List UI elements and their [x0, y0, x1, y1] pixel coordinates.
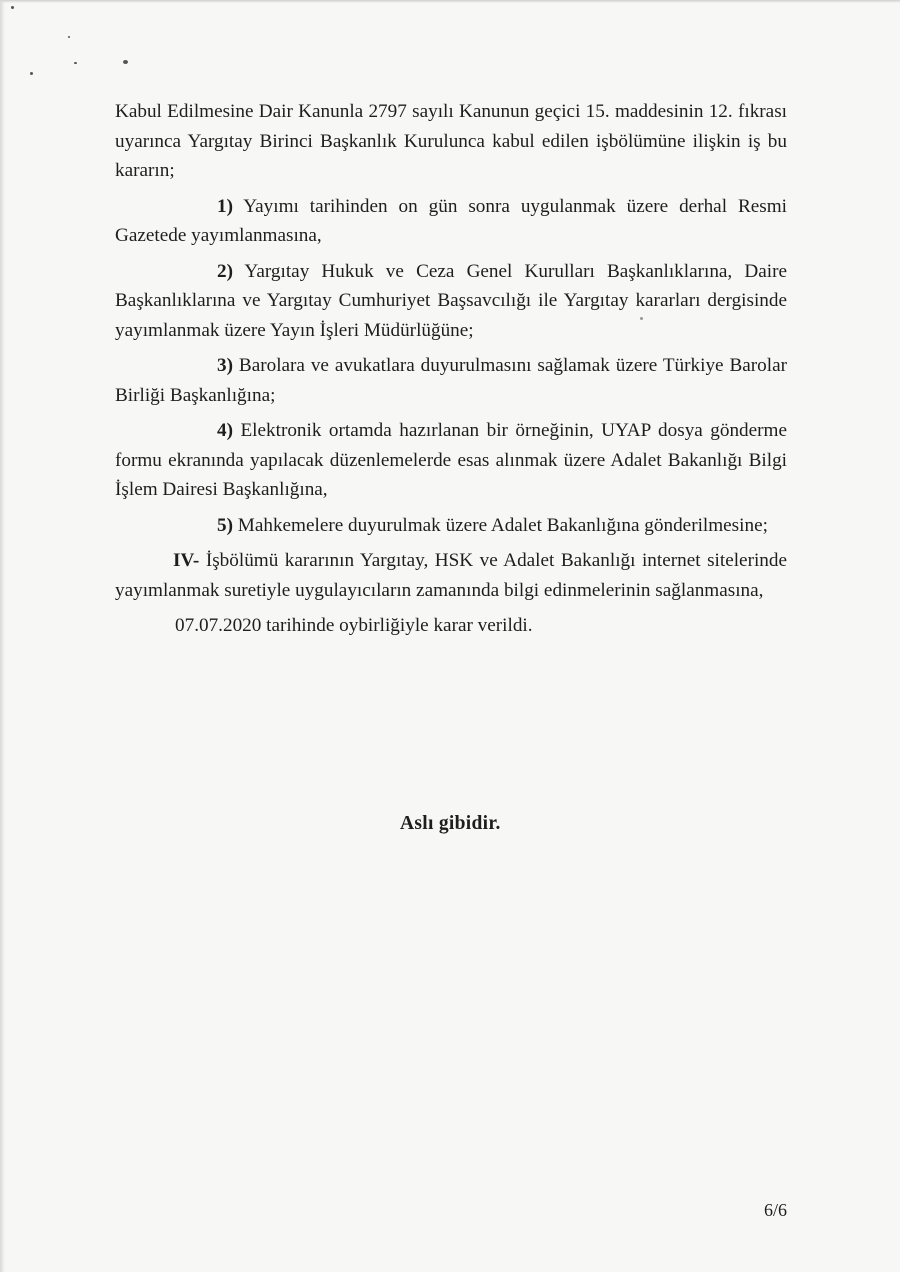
scan-speck: [123, 60, 128, 64]
item-text: Mahkemelere duyurulmak üzere Adalet Bakanlığına gönderilmesine;: [237, 514, 768, 536]
decision-text: 07.07.2020 tarihinde oybirliğiyle karar verildi.: [175, 615, 533, 636]
section-iv-text: İşbölümü kararının Yargıtay, HSK ve Adalet Bakanlığı internet sitelerinde yayımlanmak suretiyle uygulayıcıların zamanında bilgi edinmelerinin sağlanmasına,: [115, 550, 787, 601]
scan-edge-left: [0, 0, 5, 1272]
list-item: [115, 351, 787, 410]
item-text: Elektronik ortamda hazırlanan bir örneğinin, UYAP dosya gönderme formu ekranında yapılacak düzenlemelerde esas alınmak üzere Adalet Bakanlığı Bilgi İşlem Dairesi Başkanlığına,: [115, 420, 787, 500]
item-text: Yargıtay Hukuk ve Ceza Genel Kurulları Başkanlıklarına, Daire Başkanlıklarına ve Yargıtay Cumhuriyet Başsavcılığı ile Yargıtay kararları dergisinde yayımlanmak üzere Yayın İşleri Müdürlüğüne;: [115, 260, 787, 341]
decision-paragraph: [115, 611, 787, 641]
item-number: 1): [217, 195, 233, 217]
page-number: 6/6: [764, 1200, 788, 1220]
list-item: [115, 257, 787, 346]
list-item: [115, 511, 787, 541]
list-item: [115, 192, 787, 251]
scan-speck: [11, 6, 14, 9]
certified-copy-note: Aslı gibidir.: [400, 813, 501, 834]
intro-paragraph: [115, 97, 787, 186]
item-text: Barolara ve avukatlara duyurulmasını sağlamak üzere Türkiye Barolar Birliği Başkanlığına;: [115, 355, 787, 406]
list-item: [115, 416, 787, 505]
item-number: 5): [217, 514, 233, 536]
intro-text: Kabul Edilmesine Dair Kanunla 2797 sayılı Kanunun geçici 15. maddesinin 12. fıkrası uyarınca Yargıtay Birinci Başkanlık Kurulunca kabul edilen işbölümüne ilişkin iş bu kararın;: [115, 101, 787, 181]
section-iv-paragraph: [115, 546, 787, 605]
item-number: 3): [217, 355, 233, 376]
scan-speck: [30, 72, 33, 75]
item-text: Yayımı tarihinden on gün sonra uygulanmak üzere derhal Resmi Gazetede yayımlanmasına,: [115, 195, 788, 246]
item-number: 2): [217, 260, 233, 282]
item-number: 4): [217, 420, 233, 441]
scan-speck: [68, 36, 70, 38]
document-body: [115, 97, 787, 647]
section-iv-number: IV-: [173, 550, 200, 571]
scan-edge-top: [0, 0, 900, 3]
scan-speck: [74, 62, 77, 64]
